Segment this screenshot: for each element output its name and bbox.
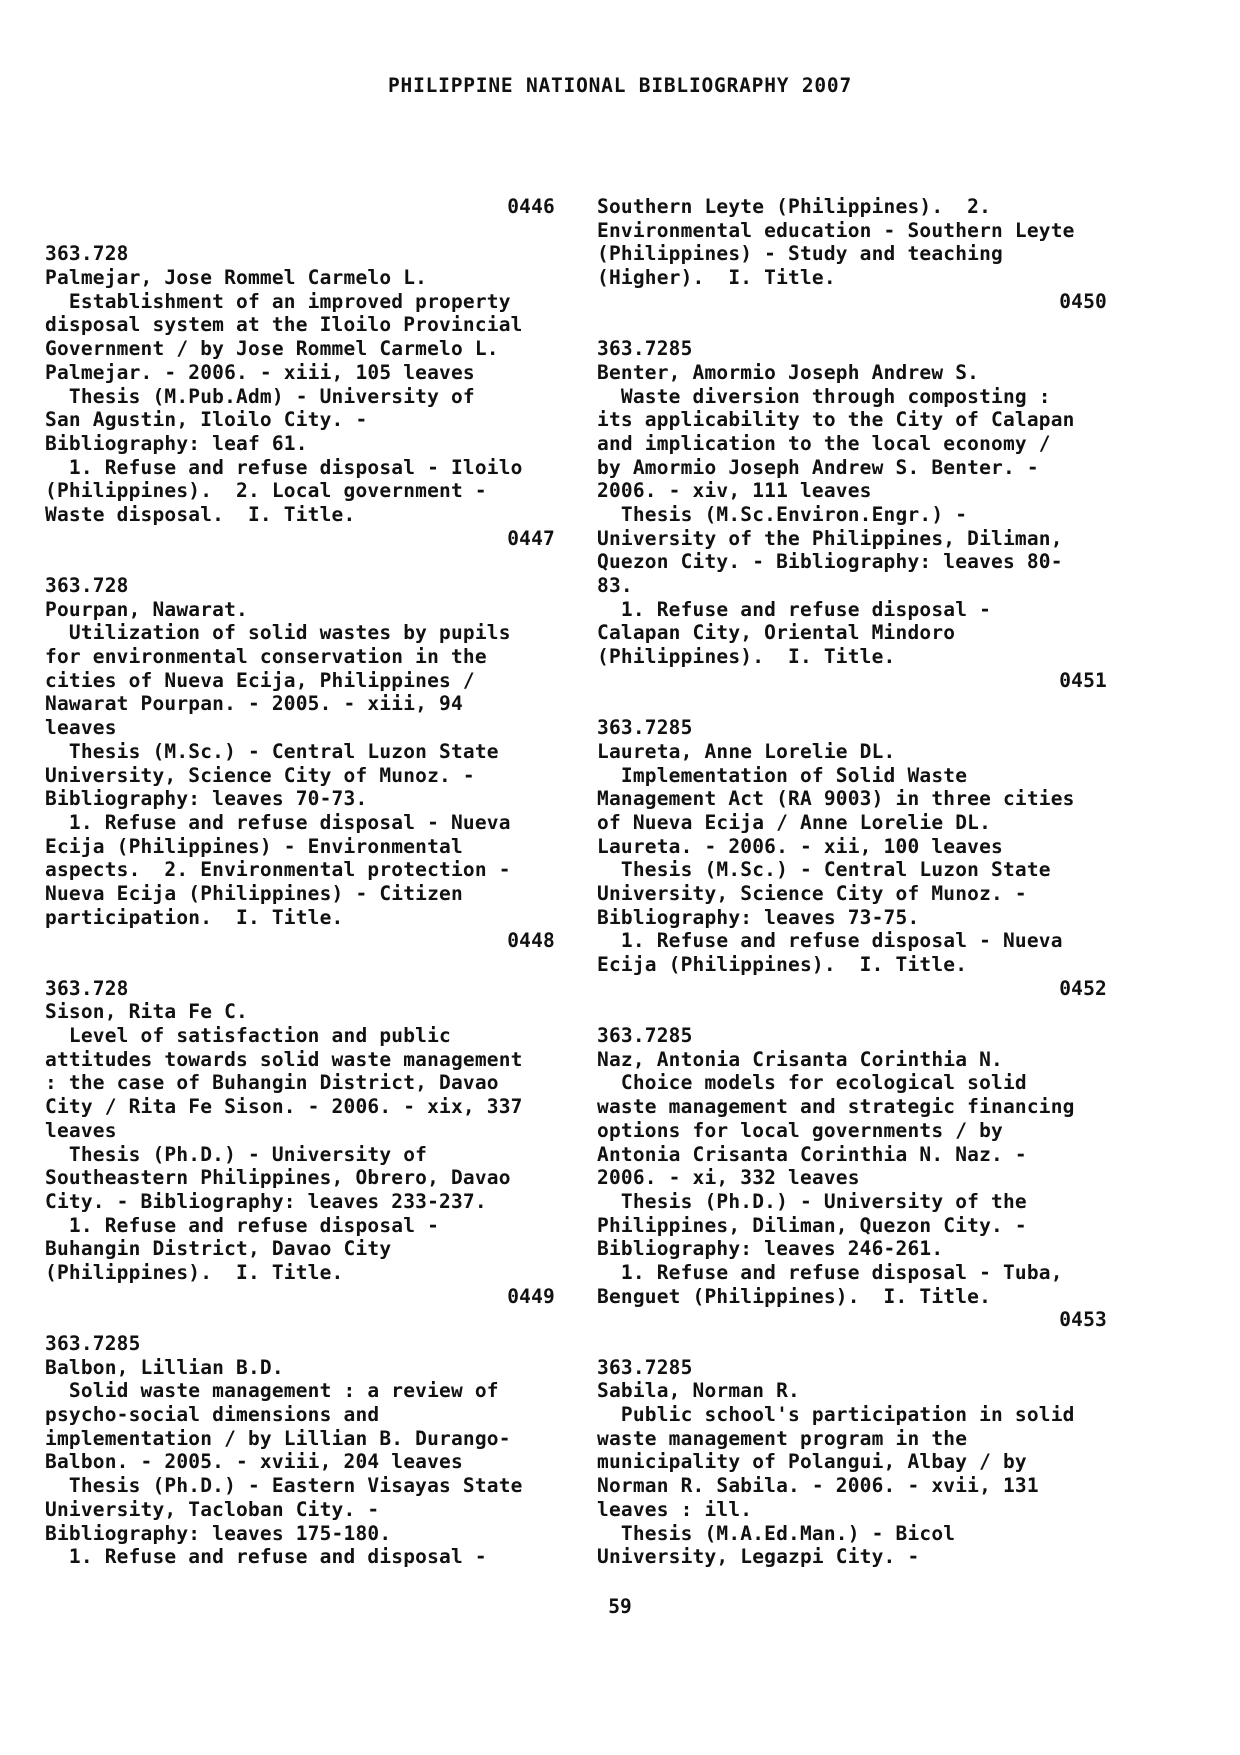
entry-number: 0446 xyxy=(507,195,555,218)
entry-line: Laureta. - 2006. - xii, 100 leaves xyxy=(597,834,1003,858)
entry-line: Solid waste management : a review of xyxy=(45,1379,499,1403)
entry-line: Nueva Ecija (Philippines) - Citizen xyxy=(45,881,463,905)
entry-line: Antonia Crisanta Corinthia N. Naz. - xyxy=(597,1142,1027,1166)
entry-line: Nawarat Pourpan. - 2005. - xiii, 94 xyxy=(45,692,463,716)
entry-line: Pourpan, Nawarat. xyxy=(45,597,248,621)
right-column xyxy=(597,195,1107,1569)
entry-line: Thesis (Ph.D.) - University of xyxy=(45,1142,428,1166)
entry-line: Thesis (M.A.Ed.Man.) - Bicol xyxy=(597,1521,956,1545)
entry-line: options for local governments / by xyxy=(597,1118,1003,1142)
entry-line: 1. Refuse and refuse disposal - Nueva xyxy=(597,929,1063,953)
entry-line: Benguet (Philippines). I. Title. xyxy=(597,1284,992,1308)
entry-line: 1. Refuse and refuse disposal - xyxy=(45,1213,440,1237)
entry-line: Benter, Amormio Joseph Andrew S. xyxy=(597,360,980,384)
spacer xyxy=(597,1000,1107,1024)
entry-line: Thesis (M.Pub.Adm) - University of xyxy=(45,384,475,408)
entry-line: Southern Leyte (Philippines). 2. xyxy=(597,195,992,218)
entry-line: 1. Refuse and refuse disposal - xyxy=(597,597,992,621)
entry-line: waste management and strategic financing xyxy=(597,1095,1075,1119)
entry-line: Norman R. Sabila. - 2006. - xvii, 131 xyxy=(597,1474,1039,1498)
entry-line: leaves xyxy=(45,716,117,740)
entry-line: Waste disposal. I. Title. xyxy=(45,502,356,526)
entry-line: leaves xyxy=(45,1118,117,1142)
entry-line: Thesis (Ph.D.) - Eastern Visayas State xyxy=(45,1474,523,1498)
entry-line: Philippines, Diliman, Quezon City. - xyxy=(597,1213,1027,1237)
entry-line: 363.728 xyxy=(45,574,129,597)
entry-line: psycho-social dimensions and xyxy=(45,1403,380,1427)
entry-line: Sabila, Norman R. xyxy=(597,1379,800,1403)
entry-line: Bibliography: leaf 61. xyxy=(45,431,308,455)
entry-line: Thesis (Ph.D.) - University of the xyxy=(597,1189,1027,1213)
entry-line: Thesis (M.Sc.Environ.Engr.) - xyxy=(597,502,968,526)
entry-line: 363.7285 xyxy=(597,1355,693,1379)
entry-number: 0449 xyxy=(507,1284,555,1308)
entry-line: Calapan City, Oriental Mindoro xyxy=(597,621,956,645)
left-column xyxy=(45,195,555,1569)
entry-line: disposal system at the Iloilo Provincial xyxy=(45,313,523,337)
entry-line: University, Legazpi City. - xyxy=(597,1545,920,1569)
spacer xyxy=(45,219,555,243)
entry-line: Palmejar. - 2006. - xiii, 105 leaves xyxy=(45,360,475,384)
entry-line: Management Act (RA 9003) in three cities xyxy=(597,787,1075,811)
entry-line: Ecija (Philippines). I. Title. xyxy=(597,953,968,976)
entry-line: Quezon City. - Bibliography: leaves 80- xyxy=(597,550,1063,574)
entry-line: Palmejar, Jose Rommel Carmelo L. xyxy=(45,266,428,290)
entry-number: 0453 xyxy=(1059,1308,1107,1332)
entry-line: Ecija (Philippines) - Environmental xyxy=(45,834,463,858)
entry-number: 0452 xyxy=(1059,976,1107,1000)
entry-line: Southeastern Philippines, Obrero, Davao xyxy=(45,1166,511,1190)
entry-line: Bibliography: leaves 175-180. xyxy=(45,1521,392,1545)
entry-line: (Philippines). I. Title. xyxy=(45,1260,344,1284)
entry-line: University of the Philippines, Diliman, xyxy=(597,526,1063,550)
spacer xyxy=(45,550,555,574)
entry-number: 0447 xyxy=(507,526,555,550)
spacer xyxy=(597,1332,1107,1356)
entry-line: 83. xyxy=(597,574,633,597)
entry-line: Establishment of an improved property xyxy=(45,289,511,313)
entry-line: Balbon, Lillian B.D. xyxy=(45,1355,284,1379)
entry-line: its applicability to the City of Calapan xyxy=(597,408,1075,432)
entry-line: (Philippines) - Study and teaching xyxy=(597,242,1003,266)
entry-line: 363.728 xyxy=(45,242,129,266)
entry-line: University, Science City of Munoz. - xyxy=(45,763,475,787)
entry-line: Buhangin District, Davao City xyxy=(45,1237,392,1261)
entry-line: cities of Nueva Ecija, Philippines / xyxy=(45,668,475,692)
entry-line: : the case of Buhangin District, Davao xyxy=(45,1071,499,1095)
entry-line: Waste diversion through composting : xyxy=(597,384,1051,408)
entry-line: Thesis (M.Sc.) - Central Luzon State xyxy=(45,739,499,763)
entry-line: 1. Refuse and refuse disposal - Nueva xyxy=(45,810,511,834)
entry-line: 2006. - xi, 332 leaves xyxy=(597,1166,860,1190)
entry-number: 0448 xyxy=(507,929,555,953)
entry-line: Bibliography: leaves 73-75. xyxy=(597,905,920,929)
entry-line: for environmental conservation in the xyxy=(45,645,487,669)
entry-line: implementation / by Lillian B. Durango- xyxy=(45,1426,511,1450)
entry-line: 363.7285 xyxy=(597,716,693,740)
entry-line: 1. Refuse and refuse and disposal - xyxy=(45,1545,487,1569)
entry-line: (Philippines). 2. Local government - xyxy=(45,479,487,503)
entry-line: 363.7285 xyxy=(597,1024,693,1048)
entry-line: and implication to the local economy / xyxy=(597,431,1051,455)
entry-line: of Nueva Ecija / Anne Lorelie DL. xyxy=(597,810,992,834)
entry-line: participation. I. Title. xyxy=(45,905,344,929)
entry-number: 0450 xyxy=(1059,289,1107,313)
entry-line: City. - Bibliography: leaves 233-237. xyxy=(45,1189,487,1213)
entry-line: Thesis (M.Sc.) - Central Luzon State xyxy=(597,858,1051,882)
entry-line: 2006. - xiv, 111 leaves xyxy=(597,479,872,503)
entry-line: aspects. 2. Environmental protection - xyxy=(45,858,511,882)
entry-line: Laureta, Anne Lorelie DL. xyxy=(597,739,896,763)
entry-line: (Philippines). I. Title. xyxy=(597,645,896,669)
entry-line: Public school's participation in solid xyxy=(597,1403,1075,1427)
entry-line: San Agustin, Iloilo City. - xyxy=(45,408,368,432)
entry-line: attitudes towards solid waste management xyxy=(45,1047,523,1071)
entry-line: 1. Refuse and refuse disposal - Iloilo xyxy=(45,455,523,479)
spacer xyxy=(597,692,1107,716)
entry-line: 363.728 xyxy=(45,976,129,1000)
entry-line: Level of satisfaction and public xyxy=(45,1024,451,1048)
entry-line: (Higher). I. Title. xyxy=(597,266,836,290)
entry-line: Bibliography: leaves 246-261. xyxy=(597,1237,944,1261)
spacer xyxy=(45,953,555,977)
entry-line: Environmental education - Southern Leyte xyxy=(597,218,1075,242)
entry-line: Implementation of Solid Waste xyxy=(597,763,968,787)
entry-number: 0451 xyxy=(1059,668,1107,692)
entry-line: by Amormio Joseph Andrew S. Benter. - xyxy=(597,455,1039,479)
entry-line: 1. Refuse and refuse disposal - Tuba, xyxy=(597,1260,1063,1284)
entry-line: 363.7285 xyxy=(597,337,693,361)
entry-line: Sison, Rita Fe C. xyxy=(45,1000,248,1024)
entry-line: 363.7285 xyxy=(45,1332,141,1355)
entry-line: Utilization of solid wastes by pupils xyxy=(45,621,511,645)
entry-line: leaves : ill. xyxy=(597,1497,753,1521)
entry-line: Balbon. - 2005. - xviii, 204 leaves xyxy=(45,1450,463,1474)
spacer xyxy=(45,1308,555,1332)
page-header-title: PHILIPPINE NATIONAL BIBLIOGRAPHY 2007 xyxy=(388,74,852,97)
entry-line: Bibliography: leaves 70-73. xyxy=(45,787,368,811)
entry-line: City / Rita Fe Sison. - 2006. - xix, 337 xyxy=(45,1095,523,1119)
spacer xyxy=(597,313,1107,337)
entry-line: Government / by Jose Rommel Carmelo L. xyxy=(45,337,499,361)
entry-line: Choice models for ecological solid xyxy=(597,1071,1027,1095)
page-number: 59 xyxy=(608,1595,632,1618)
entry-line: municipality of Polangui, Albay / by xyxy=(597,1450,1027,1474)
entry-line: University, Tacloban City. - xyxy=(45,1497,380,1521)
entry-line: Naz, Antonia Crisanta Corinthia N. xyxy=(597,1047,1003,1071)
entry-line: University, Science City of Munoz. - xyxy=(597,881,1027,905)
entry-line: waste management program in the xyxy=(597,1426,968,1450)
